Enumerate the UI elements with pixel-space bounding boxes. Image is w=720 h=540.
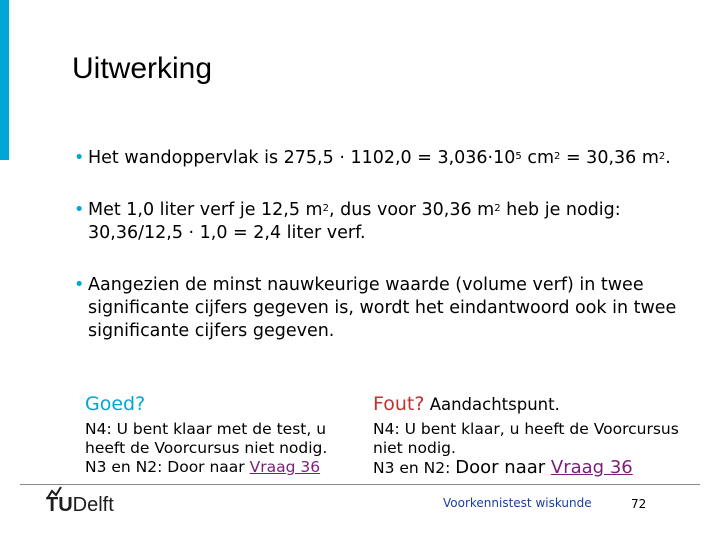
bullet-3: [74, 274, 694, 343]
goed-line-1: N4: U bent klaar met de test, u heeft de Voorcursus niet nodig.: [85, 420, 328, 457]
fout-body: [373, 420, 703, 478]
goed-body: [85, 420, 360, 477]
goed-vraag-link[interactable]: Vraag 36: [249, 458, 321, 476]
accent-bar: [0, 0, 9, 160]
goed-heading: Goed?: [85, 393, 146, 415]
bullet-1: [74, 147, 694, 170]
tudelft-logo: TUDelft: [46, 494, 114, 516]
fout-vraag-link[interactable]: Vraag 36: [550, 457, 633, 478]
footer-divider: [20, 484, 700, 485]
fout-line-1: N4: U bent klaar, u heeft de Voorcursus niet nodig.: [373, 420, 679, 457]
fout-line-2-mid: Door naar: [455, 457, 551, 478]
bullet-dot: •: [74, 200, 85, 220]
bullet-dot: •: [74, 148, 85, 168]
bullet-2-text: Met 1,0 liter verf je 12,5 $m^2$, dus voor 30,36 $m^2$ heb je nodig: 30,36/12,5 · 1,0 = 2,4 liter verf.: [88, 200, 621, 243]
fout-heading: Fout? Aandachtspunt.: [373, 393, 560, 415]
fout-line-2: N3 en N2:: [373, 459, 456, 477]
bullet-2: [74, 199, 694, 245]
bullet-1-text: Het wandoppervlak is $275,5 \cdot 1102,0 = 3,036\cdot 10^5$ $cm^2 = 30,36$ $m^2$.: [88, 148, 671, 168]
goed-line-2: N3 en N2: Door naar: [85, 458, 250, 476]
footer-course-text: Voorkennistest wiskunde: [443, 496, 592, 510]
bullet-3-text: Aangezien de minst nauwkeurige waarde (volume verf) in twee significante cijfers gegeven is, wordt het eindantwoord ook in twee significante cijfers gegeven.: [88, 275, 677, 341]
page-number: 72: [631, 497, 647, 511]
slide-title: Uitwerking: [72, 52, 213, 85]
bullet-dot: •: [74, 275, 85, 295]
fout-subheading: Aandachtspunt.: [424, 395, 560, 414]
